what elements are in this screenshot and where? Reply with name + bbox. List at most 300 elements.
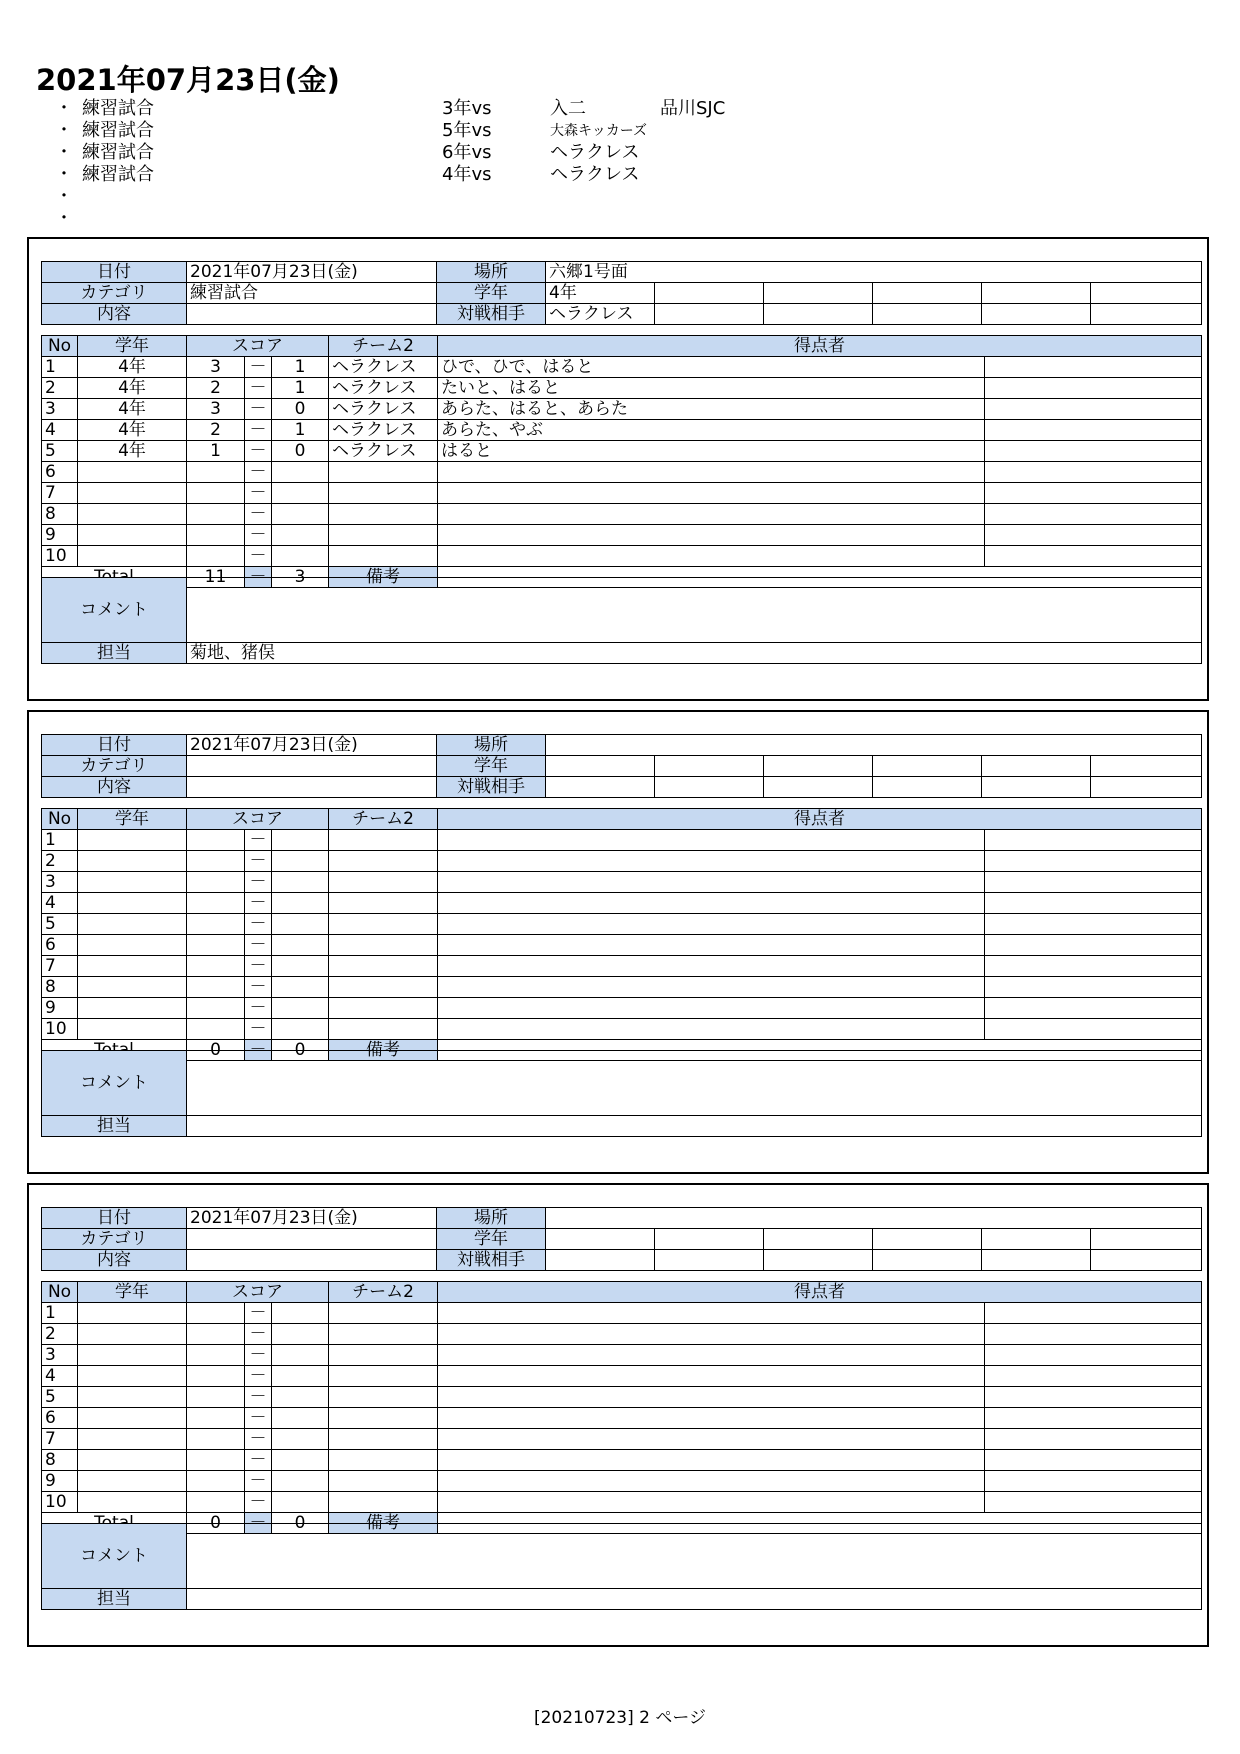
row-grade bbox=[78, 851, 187, 872]
row-score-home bbox=[187, 483, 245, 504]
total-dash: － bbox=[245, 1513, 272, 1534]
score-table bbox=[41, 335, 1202, 588]
row-no: 8 bbox=[42, 1450, 78, 1471]
grade-extra-cell bbox=[982, 1229, 1091, 1250]
table-row bbox=[42, 525, 1202, 546]
row-scorers-extra bbox=[985, 357, 1202, 378]
row-grade bbox=[78, 956, 187, 977]
opponent-extra-cell bbox=[1091, 304, 1202, 325]
row-score-away bbox=[272, 1492, 329, 1513]
row-scorers bbox=[438, 1429, 985, 1450]
row-grade bbox=[78, 1387, 187, 1408]
opponent-extra-cell bbox=[1091, 1250, 1202, 1271]
table-row bbox=[42, 441, 1202, 462]
grade-extra-cell bbox=[982, 756, 1091, 777]
comment-table bbox=[41, 577, 1202, 664]
row-team2 bbox=[329, 1429, 438, 1450]
row-score-dash: － bbox=[245, 1345, 272, 1366]
row-score-dash: － bbox=[245, 914, 272, 935]
row-team2: ヘラクレス bbox=[329, 357, 438, 378]
row-no: 3 bbox=[42, 1345, 78, 1366]
row-no: 6 bbox=[42, 1408, 78, 1429]
scorers-header: 得点者 bbox=[438, 809, 1202, 830]
row-team2 bbox=[329, 956, 438, 977]
row-no: 2 bbox=[42, 378, 78, 399]
grade-header: 学年 bbox=[78, 1282, 187, 1303]
row-no: 4 bbox=[42, 420, 78, 441]
row-grade bbox=[78, 1471, 187, 1492]
row-team2 bbox=[329, 1019, 438, 1040]
grade-extra-cell bbox=[655, 756, 764, 777]
grade-extra-cell bbox=[873, 1229, 982, 1250]
content-label: 内容 bbox=[42, 1250, 187, 1271]
table-row bbox=[42, 399, 1202, 420]
row-score-home: 3 bbox=[187, 399, 245, 420]
date-label: 日付 bbox=[42, 262, 187, 283]
page-date-title: 2021年07月23日(金) bbox=[36, 63, 340, 97]
row-team2 bbox=[329, 504, 438, 525]
row-grade bbox=[78, 1450, 187, 1471]
row-scorers: ひで、ひで、はると bbox=[438, 357, 985, 378]
bullet-glyph: ・ bbox=[55, 142, 73, 163]
row-scorers-extra bbox=[985, 998, 1202, 1019]
grade-extra-cell bbox=[873, 283, 982, 304]
row-score-away bbox=[272, 1408, 329, 1429]
row-no: 4 bbox=[42, 893, 78, 914]
row-team2: ヘラクレス bbox=[329, 399, 438, 420]
row-score-home bbox=[187, 1429, 245, 1450]
schedule-label: 練習試合 bbox=[82, 164, 154, 185]
table-row bbox=[42, 1450, 1202, 1471]
schedule-list bbox=[50, 98, 950, 230]
row-no: 6 bbox=[42, 935, 78, 956]
row-no: 9 bbox=[42, 525, 78, 546]
table-row bbox=[42, 1324, 1202, 1345]
row-scorers-extra bbox=[985, 1345, 1202, 1366]
team2-header: チーム2 bbox=[329, 1282, 438, 1303]
row-grade: 4年 bbox=[78, 441, 187, 462]
row-score-away bbox=[272, 1429, 329, 1450]
row-scorers: たいと、はると bbox=[438, 378, 985, 399]
grade-extra-cell bbox=[873, 756, 982, 777]
row-score-dash: － bbox=[245, 1366, 272, 1387]
comment-label: コメント bbox=[42, 578, 187, 643]
comment-value bbox=[187, 1051, 1202, 1116]
row-scorers bbox=[438, 546, 985, 567]
row-grade bbox=[78, 977, 187, 998]
row-team2 bbox=[329, 1366, 438, 1387]
row-scorers: はると bbox=[438, 441, 985, 462]
row-team2 bbox=[329, 851, 438, 872]
row-scorers-extra bbox=[985, 1019, 1202, 1040]
score-table bbox=[41, 1281, 1202, 1534]
table-row bbox=[42, 1471, 1202, 1492]
row-scorers-extra bbox=[985, 851, 1202, 872]
total-away: 0 bbox=[272, 1040, 329, 1061]
grade-extra-cell bbox=[1091, 1229, 1202, 1250]
row-score-dash: － bbox=[245, 998, 272, 1019]
row-grade bbox=[78, 1303, 187, 1324]
row-score-away bbox=[272, 998, 329, 1019]
opponent-extra-cell bbox=[764, 304, 873, 325]
row-score-away: 1 bbox=[272, 420, 329, 441]
grade-extra-cell bbox=[764, 756, 873, 777]
row-score-away bbox=[272, 893, 329, 914]
row-score-away bbox=[272, 1387, 329, 1408]
score-table bbox=[41, 808, 1202, 1061]
grade-header: 学年 bbox=[78, 336, 187, 357]
row-score-dash: － bbox=[245, 1471, 272, 1492]
row-score-dash: － bbox=[245, 956, 272, 977]
row-scorers-extra bbox=[985, 462, 1202, 483]
row-scorers-extra bbox=[985, 546, 1202, 567]
opponent-extra-cell bbox=[764, 1250, 873, 1271]
comment-table bbox=[41, 1523, 1202, 1610]
row-scorers bbox=[438, 525, 985, 546]
row-score-away bbox=[272, 851, 329, 872]
comment-label: コメント bbox=[42, 1524, 187, 1589]
opponent-value: ヘラクレス bbox=[546, 304, 655, 325]
category-value: 練習試合 bbox=[187, 283, 437, 304]
schedule-label: 練習試合 bbox=[82, 98, 154, 119]
grade-label: 学年 bbox=[437, 283, 546, 304]
row-team2 bbox=[329, 1387, 438, 1408]
date-label: 日付 bbox=[42, 735, 187, 756]
schedule-item bbox=[50, 120, 950, 142]
row-grade bbox=[78, 893, 187, 914]
row-score-home: 2 bbox=[187, 420, 245, 441]
comment-table bbox=[41, 1050, 1202, 1137]
schedule-opponent: 大森キッカーズ bbox=[550, 123, 648, 139]
row-score-dash: － bbox=[245, 1303, 272, 1324]
row-grade bbox=[78, 462, 187, 483]
table-row bbox=[42, 462, 1202, 483]
no-header: No bbox=[42, 336, 78, 357]
row-score-dash: － bbox=[245, 1324, 272, 1345]
row-scorers-extra bbox=[985, 914, 1202, 935]
row-score-dash: － bbox=[245, 357, 272, 378]
row-scorers-extra bbox=[985, 1429, 1202, 1450]
row-scorers-extra bbox=[985, 1450, 1202, 1471]
row-score-home bbox=[187, 893, 245, 914]
row-team2 bbox=[329, 1345, 438, 1366]
row-score-home bbox=[187, 830, 245, 851]
row-scorers bbox=[438, 1366, 985, 1387]
row-scorers bbox=[438, 1408, 985, 1429]
row-score-away bbox=[272, 1366, 329, 1387]
row-team2 bbox=[329, 1324, 438, 1345]
table-row bbox=[42, 914, 1202, 935]
place-value bbox=[546, 735, 1202, 756]
opponent-extra-cell bbox=[873, 304, 982, 325]
row-scorers bbox=[438, 914, 985, 935]
row-grade bbox=[78, 1492, 187, 1513]
comment-label: コメント bbox=[42, 1051, 187, 1116]
content-label: 内容 bbox=[42, 777, 187, 798]
schedule-opponent: ヘラクレス bbox=[550, 164, 640, 185]
category-label: カテゴリ bbox=[42, 756, 187, 777]
row-score-home bbox=[187, 956, 245, 977]
opponent-extra-cell bbox=[982, 777, 1091, 798]
row-scorers-extra bbox=[985, 1303, 1202, 1324]
opponent-extra-cell bbox=[873, 1250, 982, 1271]
row-no: 9 bbox=[42, 998, 78, 1019]
row-score-away bbox=[272, 1019, 329, 1040]
row-no: 10 bbox=[42, 546, 78, 567]
staff-value: 菊地、猪俣 bbox=[187, 643, 1202, 664]
score-header: スコア bbox=[187, 336, 329, 357]
total-home: 0 bbox=[187, 1513, 245, 1534]
row-grade: 4年 bbox=[78, 399, 187, 420]
row-team2 bbox=[329, 830, 438, 851]
row-score-home bbox=[187, 977, 245, 998]
date-value: 2021年07月23日(金) bbox=[187, 735, 437, 756]
table-row bbox=[42, 893, 1202, 914]
content-label: 内容 bbox=[42, 304, 187, 325]
row-scorers-extra bbox=[985, 378, 1202, 399]
row-scorers bbox=[438, 977, 985, 998]
row-score-dash: － bbox=[245, 1387, 272, 1408]
row-score-home bbox=[187, 546, 245, 567]
table-row bbox=[42, 935, 1202, 956]
staff-label: 担当 bbox=[42, 643, 187, 664]
match-record-block bbox=[27, 237, 1209, 701]
grade-extra-cell bbox=[1091, 283, 1202, 304]
opponent-extra-cell bbox=[1091, 777, 1202, 798]
schedule-label: 練習試合 bbox=[82, 142, 154, 163]
row-scorers bbox=[438, 956, 985, 977]
row-score-away bbox=[272, 1303, 329, 1324]
match-record-block bbox=[27, 1183, 1209, 1647]
row-score-home bbox=[187, 914, 245, 935]
team2-header: チーム2 bbox=[329, 336, 438, 357]
row-scorers-extra bbox=[985, 872, 1202, 893]
row-scorers bbox=[438, 872, 985, 893]
row-grade bbox=[78, 998, 187, 1019]
table-row bbox=[42, 998, 1202, 1019]
row-score-dash: － bbox=[245, 1019, 272, 1040]
schedule-grade: 3年vs bbox=[442, 98, 492, 119]
row-scorers bbox=[438, 1019, 985, 1040]
table-row bbox=[42, 1408, 1202, 1429]
row-score-home bbox=[187, 1387, 245, 1408]
row-score-home: 2 bbox=[187, 378, 245, 399]
row-score-away bbox=[272, 546, 329, 567]
row-scorers-extra bbox=[985, 1492, 1202, 1513]
category-label: カテゴリ bbox=[42, 1229, 187, 1250]
schedule-item bbox=[50, 208, 950, 230]
table-row bbox=[42, 1492, 1202, 1513]
row-team2 bbox=[329, 462, 438, 483]
total-away: 3 bbox=[272, 567, 329, 588]
remarks-label: 備考 bbox=[329, 1513, 438, 1534]
row-score-dash: － bbox=[245, 546, 272, 567]
table-row bbox=[42, 830, 1202, 851]
row-scorers bbox=[438, 1450, 985, 1471]
row-team2 bbox=[329, 998, 438, 1019]
place-label: 場所 bbox=[437, 1208, 546, 1229]
row-scorers bbox=[438, 1303, 985, 1324]
row-score-home bbox=[187, 504, 245, 525]
date-label: 日付 bbox=[42, 1208, 187, 1229]
row-no: 3 bbox=[42, 872, 78, 893]
page-footer: [20210723] 2 ページ bbox=[533, 1708, 707, 1728]
row-scorers-extra bbox=[985, 525, 1202, 546]
row-team2 bbox=[329, 893, 438, 914]
schedule-grade: 6年vs bbox=[442, 142, 492, 163]
row-score-home bbox=[187, 1408, 245, 1429]
date-value: 2021年07月23日(金) bbox=[187, 1208, 437, 1229]
table-row bbox=[42, 483, 1202, 504]
opponent-extra-cell bbox=[764, 777, 873, 798]
opponent-extra-cell bbox=[982, 1250, 1091, 1271]
opponent-value bbox=[546, 777, 655, 798]
row-score-dash: － bbox=[245, 378, 272, 399]
row-score-dash: － bbox=[245, 420, 272, 441]
row-grade bbox=[78, 1429, 187, 1450]
schedule-item bbox=[50, 98, 950, 120]
row-no: 7 bbox=[42, 956, 78, 977]
schedule-grade: 4年vs bbox=[442, 164, 492, 185]
row-score-dash: － bbox=[245, 1492, 272, 1513]
row-score-dash: － bbox=[245, 977, 272, 998]
row-scorers-extra bbox=[985, 830, 1202, 851]
row-scorers-extra bbox=[985, 1387, 1202, 1408]
scorers-header: 得点者 bbox=[438, 336, 1202, 357]
table-row bbox=[42, 357, 1202, 378]
row-score-dash: － bbox=[245, 1429, 272, 1450]
row-grade bbox=[78, 1019, 187, 1040]
date-value: 2021年07月23日(金) bbox=[187, 262, 437, 283]
row-grade bbox=[78, 914, 187, 935]
place-label: 場所 bbox=[437, 735, 546, 756]
opponent-label: 対戦相手 bbox=[437, 777, 546, 798]
row-scorers bbox=[438, 893, 985, 914]
grade-extra-cell bbox=[764, 1229, 873, 1250]
row-score-away bbox=[272, 1324, 329, 1345]
row-scorers bbox=[438, 483, 985, 504]
row-score-home: 1 bbox=[187, 441, 245, 462]
opponent-extra-cell bbox=[655, 304, 764, 325]
row-score-away bbox=[272, 1345, 329, 1366]
row-score-home bbox=[187, 1492, 245, 1513]
row-grade bbox=[78, 525, 187, 546]
row-score-dash: － bbox=[245, 1408, 272, 1429]
grade-value: 4年 bbox=[546, 283, 655, 304]
staff-value bbox=[187, 1116, 1202, 1137]
row-no: 5 bbox=[42, 441, 78, 462]
row-scorers-extra bbox=[985, 441, 1202, 462]
row-score-dash: － bbox=[245, 441, 272, 462]
row-score-away bbox=[272, 977, 329, 998]
opponent-label: 対戦相手 bbox=[437, 304, 546, 325]
row-team2 bbox=[329, 546, 438, 567]
comment-value bbox=[187, 1524, 1202, 1589]
row-no: 2 bbox=[42, 851, 78, 872]
row-score-home bbox=[187, 1019, 245, 1040]
row-score-away bbox=[272, 914, 329, 935]
row-team2 bbox=[329, 1408, 438, 1429]
row-team2: ヘラクレス bbox=[329, 378, 438, 399]
table-row bbox=[42, 851, 1202, 872]
row-score-home bbox=[187, 935, 245, 956]
row-team2: ヘラクレス bbox=[329, 420, 438, 441]
row-scorers bbox=[438, 462, 985, 483]
table-row bbox=[42, 1366, 1202, 1387]
row-score-away bbox=[272, 504, 329, 525]
table-row bbox=[42, 378, 1202, 399]
row-score-dash: － bbox=[245, 872, 272, 893]
row-team2 bbox=[329, 1471, 438, 1492]
row-no: 5 bbox=[42, 1387, 78, 1408]
bullet-glyph: ・ bbox=[55, 98, 73, 119]
row-team2 bbox=[329, 1303, 438, 1324]
row-scorers bbox=[438, 851, 985, 872]
row-score-dash: － bbox=[245, 851, 272, 872]
row-no: 1 bbox=[42, 1303, 78, 1324]
schedule-extra: 品川SJC bbox=[660, 98, 726, 119]
row-score-home bbox=[187, 851, 245, 872]
row-score-home: 3 bbox=[187, 357, 245, 378]
row-score-dash: － bbox=[245, 893, 272, 914]
row-grade: 4年 bbox=[78, 357, 187, 378]
match-info-table bbox=[41, 734, 1202, 798]
row-grade bbox=[78, 1408, 187, 1429]
table-row bbox=[42, 1429, 1202, 1450]
table-row bbox=[42, 546, 1202, 567]
opponent-extra-cell bbox=[982, 304, 1091, 325]
row-score-home bbox=[187, 1324, 245, 1345]
row-no: 1 bbox=[42, 357, 78, 378]
schedule-item bbox=[50, 186, 950, 208]
row-scorers bbox=[438, 1345, 985, 1366]
row-scorers-extra bbox=[985, 977, 1202, 998]
category-value bbox=[187, 756, 437, 777]
row-grade bbox=[78, 1324, 187, 1345]
row-team2 bbox=[329, 1492, 438, 1513]
table-row bbox=[42, 977, 1202, 998]
row-scorers-extra bbox=[985, 1471, 1202, 1492]
score-header: スコア bbox=[187, 809, 329, 830]
row-scorers bbox=[438, 1471, 985, 1492]
row-score-home bbox=[187, 1303, 245, 1324]
grade-extra-cell bbox=[982, 283, 1091, 304]
row-scorers-extra bbox=[985, 893, 1202, 914]
row-scorers-extra bbox=[985, 935, 1202, 956]
row-team2: ヘラクレス bbox=[329, 441, 438, 462]
table-row bbox=[42, 1303, 1202, 1324]
row-scorers-extra bbox=[985, 420, 1202, 441]
row-grade bbox=[78, 504, 187, 525]
row-score-dash: － bbox=[245, 1450, 272, 1471]
row-score-home bbox=[187, 462, 245, 483]
total-home: 0 bbox=[187, 1040, 245, 1061]
row-score-dash: － bbox=[245, 525, 272, 546]
total-home: 11 bbox=[187, 567, 245, 588]
row-grade bbox=[78, 1366, 187, 1387]
grade-extra-cell bbox=[1091, 756, 1202, 777]
row-score-away bbox=[272, 1450, 329, 1471]
row-grade bbox=[78, 546, 187, 567]
opponent-extra-cell bbox=[873, 777, 982, 798]
bullet-glyph: ・ bbox=[55, 186, 73, 207]
row-no: 2 bbox=[42, 1324, 78, 1345]
schedule-item bbox=[50, 164, 950, 186]
row-score-away bbox=[272, 483, 329, 504]
row-grade: 4年 bbox=[78, 378, 187, 399]
staff-label: 担当 bbox=[42, 1116, 187, 1137]
row-scorers-extra bbox=[985, 504, 1202, 525]
